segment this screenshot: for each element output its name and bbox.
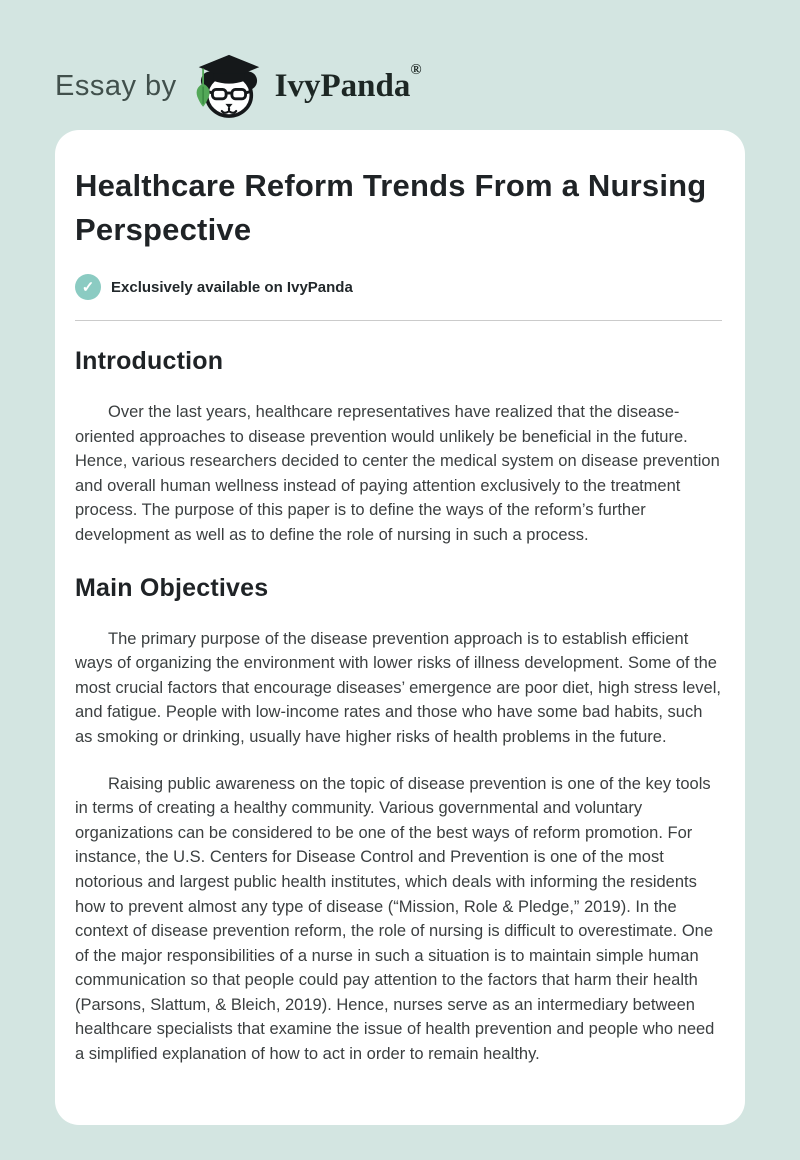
divider (75, 320, 722, 321)
ivypanda-panda-logo-icon (193, 52, 265, 124)
registered-mark: ® (410, 61, 422, 78)
main-objectives-paragraph-2: Raising public awareness on the topic of disease prevention is one of the key tools in terms of creating a healthy community. Various governmental and voluntary organizations can be considered to be one of the best ways of reform promotion. For instance, the U.S. Centers for Disease Control and Prevention is one of the most notorious and largest public health institutes, which deals with informing the residents how to prevent almost any type of disease (“Mission, Role & Pledge,” 2019). In the context of disease prevention reform, the role of nursing is difficult to overestimate. One of the major responsibilities of a nurse in such a situation is to maintain simple human communication so that people could pay attention to the factors that harm their health (Parsons, Slattum, & Bleich, 2019). Hence, nurses serve as an intermediary between healthcare specialists that examine the issue of health prevention and people who need a simplified explanation of how to act in order to remain healthy. (75, 774, 715, 1064)
essay-by-label: Essay by (55, 69, 177, 102)
exclusive-badge (75, 274, 722, 300)
page-title: Healthcare Reform Trends From a Nursing Perspective (75, 168, 707, 247)
section-heading-main-objectives: Main Objectives (75, 573, 269, 602)
brand-name (274, 61, 422, 105)
check-icon: ✓ (75, 274, 101, 300)
exclusive-badge-label: Exclusively available on IvyPanda (111, 278, 353, 296)
brand-text: IvyPanda (274, 67, 411, 104)
main-objectives-paragraph-1: The primary purpose of the disease prevention approach is to establish efficient ways of organizing the environment with lower risks of illness development. Some of the most crucial factors that encourage diseases’ emergence are poor diet, high stress level, and fatigue. People with low-income rates and those who have some bad habits, such as smoking or drinking, usually have higher risks of health problems in the future. (75, 629, 721, 746)
introduction-paragraph: Over the last years, healthcare representatives have realized that the disease-oriented approaches to disease prevention would unlikely be beneficial in the future. Hence, various researchers decided to center the medical system on disease prevention and overall human wellness instead of paying attention exclusively to the treatment process. The purpose of this paper is to define the ways of the reform’s further development as well as to define the role of nursing in such a process. (75, 403, 720, 544)
site-header (0, 0, 800, 130)
essay-card (55, 130, 745, 1125)
section-heading-introduction: Introduction (75, 347, 224, 375)
